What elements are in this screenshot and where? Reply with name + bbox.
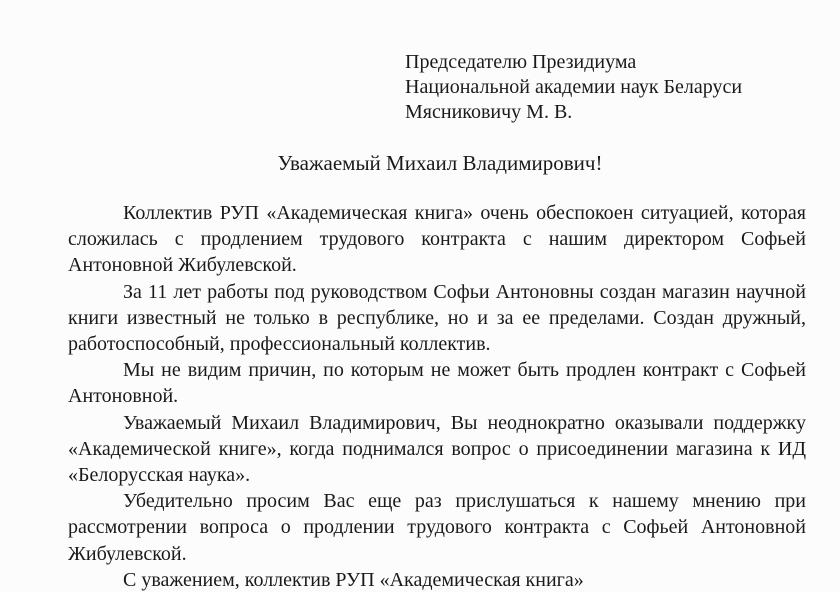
paragraph-2: За 11 лет работы под руководством Софьи Антоновны создан магазин научной книги известный не только в республике, но и за ее пределами. Создан дружный, работоспособный, профессиональный коллектив. — [68, 280, 806, 356]
closing-signature: С уважением, коллектив РУП «Академическая книга» — [123, 568, 584, 591]
paragraph-1: Коллектив РУП «Академическая книга» очень обеспокоен ситуацией, которая сложилась с продлением трудового контракта с нашим директором Софьей Антоновной Жибулевской. — [68, 202, 806, 277]
addressee-line-1: Председателю Президиума — [405, 51, 637, 73]
addressee-line-2: Национальной академии наук Беларуси — [405, 76, 743, 98]
addressee-line-3: Мясниковичу М. В. — [405, 101, 573, 123]
letter-body — [68, 200, 806, 593]
salutation: Уважаемый Михаил Владимирович! — [277, 151, 603, 175]
paragraph-3: Мы не видим причин, по которым не может быть продлен контракт с Софьей Антоновной. — [68, 359, 806, 408]
addressee-block — [405, 50, 742, 125]
paragraph-5: Убедительно просим Вас еще раз прислушаться к нашему мнению при рассмотрении вопроса о продлении трудового контракта с Софьей Антоновной Жибулевской. — [68, 490, 806, 565]
paragraph-4: Уважаемый Михаил Владимирович, Вы неоднократно оказывали поддержку «Академической книге», когда поднимался вопрос о присоединении магазина к ИД «Белорусская наука». — [68, 411, 806, 487]
